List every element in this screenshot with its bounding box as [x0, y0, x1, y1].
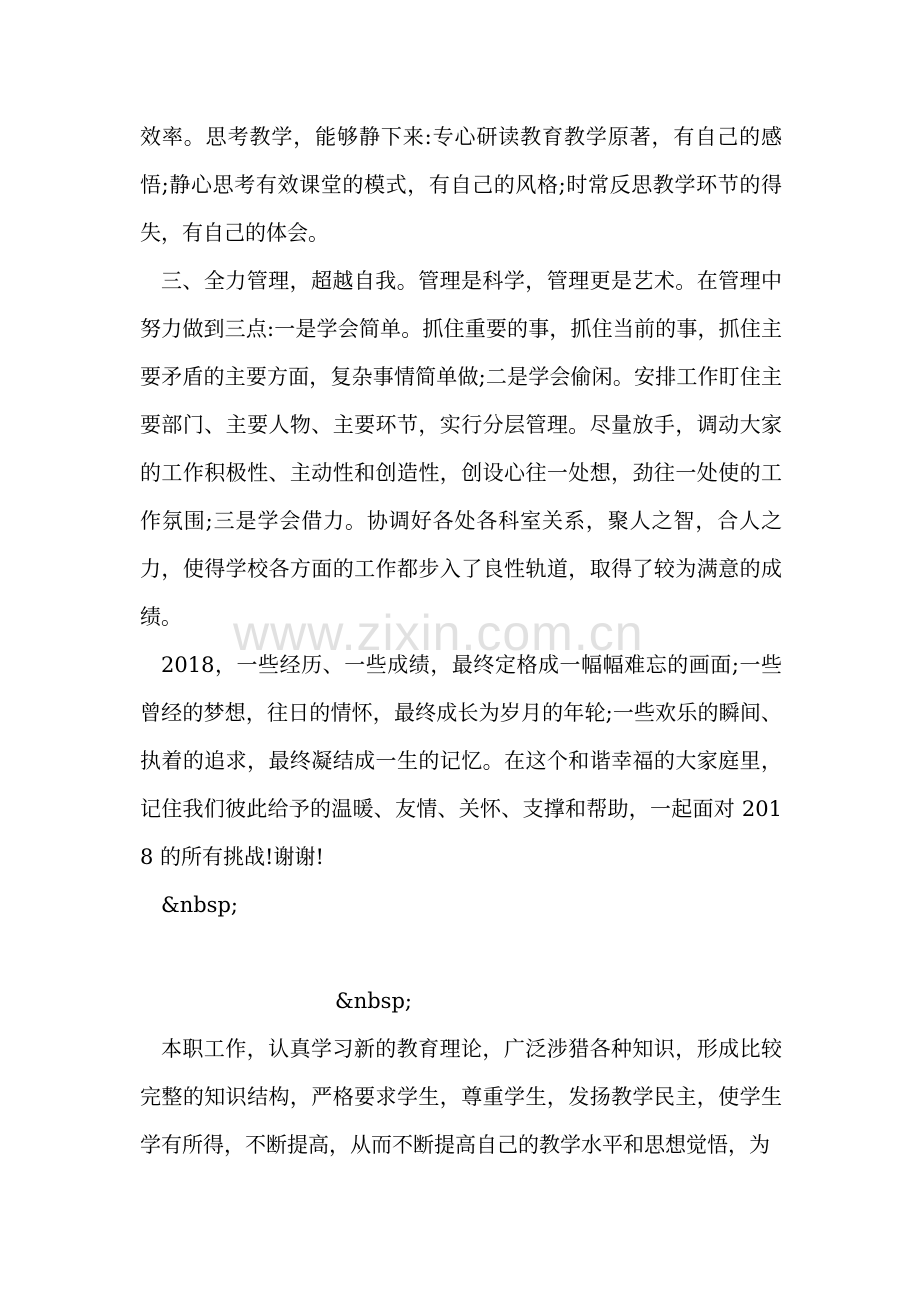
paragraph-job-work: 本职工作，认真学习新的教育理论，广泛涉猎各种知识，形成比较完整的知识结构，严格要求学生，尊重学生，发扬教学民主，使学生学有所得，不断提高，从而不断提高自己的教学水平和思想觉悟，为: [140, 1037, 782, 1157]
paragraph-efficiency: 效率。思考教学，能够静下来:专心研读教育教学原著，有自己的感悟;静心思考有效课堂的模式，有自己的风格;时常反思教学环节的得失，有自己的体会。: [140, 125, 782, 245]
paragraph-management: 三、全力管理，超越自我。管理是科学，管理更是艺术。在管理中努力做到三点:一是学会简单。抓住重要的事，抓住当前的事，抓住主要矛盾的主要方面，复杂事情简单做;二是学会偷闲。安排工作盯住主要部门、主要人物、主要环节，实行分层管理。尽量放手，调动大家的工作积极性、主动性和创造性，创设心往一处想，劲往一处使的工作氛围;三是学会借力。协调好各处各科室关系，聚人之智，合人之力，使得学校各方面的工作都步入了良性轨道，取得了较为满意的成绩。: [140, 269, 782, 629]
paragraph-nbsp-1: &nbsp;: [161, 893, 238, 917]
paragraph-nbsp-2: &nbsp;: [335, 989, 412, 1013]
site-watermark: www.zixin.com.cn: [233, 605, 644, 661]
paragraph-2018-summary: 2018，一些经历、一些成绩，最终定格成一幅幅难忘的画面;一些曾经的梦想，往日的情怀，最终成长为岁月的年轮;一些欢乐的瞬间、执着的追求，最终凝结成一生的记忆。在这个和谐幸福的大家庭里，记住我们彼此给予的温暖、友情、关怀、支撑和帮助，一起面对 2018 的所有挑战!谢谢!: [140, 653, 782, 869]
